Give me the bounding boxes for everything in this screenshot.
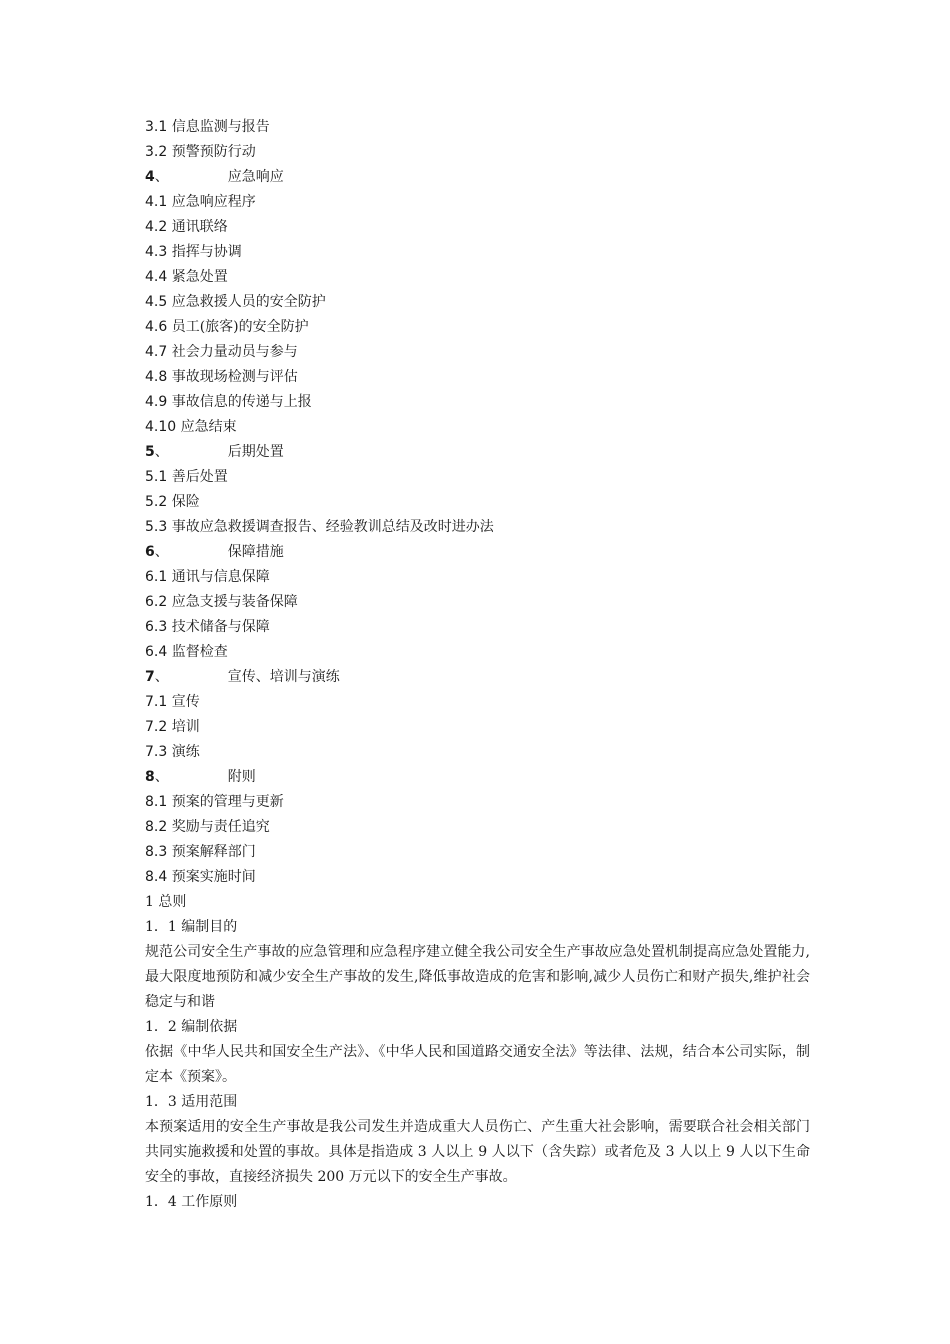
toc-title: 通讯联络 xyxy=(171,219,228,235)
toc-title: 应急响应程序 xyxy=(171,194,256,210)
toc-title: 保险 xyxy=(171,494,200,510)
toc-number: 5.3 xyxy=(145,519,168,535)
toc-title: 监督检查 xyxy=(171,644,228,660)
toc-number: 5.2 xyxy=(145,494,168,510)
paragraph-scope: 本预案适用的安全生产事故是我公司发生并造成重大人员伤亡、产生重大社会影响，需要联合社会相关部门共同实施救援和处置的事故。具体是指造成 3 人以上 9 人以下（含失踪）或者危及 3 人以上 9 人以下生命安全的事故，直接经济损失 200 万元以下的安全生产事故。 xyxy=(145,1119,810,1185)
toc-title: 员工(旅客)的安全防护 xyxy=(171,319,309,335)
document-content xyxy=(145,115,810,1215)
toc-number: 4.8 xyxy=(145,369,168,385)
toc-title: 技术储备与保障 xyxy=(171,619,270,635)
toc-item xyxy=(145,615,810,640)
toc-separator: 、 xyxy=(154,169,169,185)
toc-title: 指挥与协调 xyxy=(171,244,242,260)
toc-section-heading xyxy=(145,765,810,790)
toc-title: 事故信息的传递与上报 xyxy=(171,394,312,410)
toc-number: 4.3 xyxy=(145,244,168,260)
toc-item xyxy=(145,490,810,515)
toc-number: 4.6 xyxy=(145,319,168,335)
section-heading-scope: 1．3 适用范围 xyxy=(145,1094,238,1110)
toc-item xyxy=(145,840,810,865)
toc-separator: 、 xyxy=(154,544,169,560)
toc-item xyxy=(145,365,810,390)
toc-item xyxy=(145,690,810,715)
toc-title: 预案的管理与更新 xyxy=(171,794,284,810)
toc-item xyxy=(145,315,810,340)
toc-title: 宣传 xyxy=(171,694,200,710)
toc-number: 6.3 xyxy=(145,619,168,635)
toc-number: 6 xyxy=(145,544,155,560)
toc-title: 宣传、培训与演练 xyxy=(227,669,340,685)
toc-item xyxy=(145,790,810,815)
section-heading-basis: 1．2 编制依据 xyxy=(145,1019,238,1035)
table-of-contents xyxy=(145,115,810,890)
toc-title: 信息监测与报告 xyxy=(171,119,270,135)
toc-title: 预警预防行动 xyxy=(171,144,256,160)
toc-section-heading xyxy=(145,540,810,565)
toc-title: 事故应急救援调查报告、经验教训总结及改时进办法 xyxy=(171,519,494,535)
toc-item xyxy=(145,640,810,665)
toc-item xyxy=(145,865,810,890)
toc-title: 培训 xyxy=(171,719,200,735)
toc-item xyxy=(145,715,810,740)
toc-number: 7.3 xyxy=(145,744,168,760)
toc-number: 4.7 xyxy=(145,344,168,360)
toc-number: 8.4 xyxy=(145,869,168,885)
toc-section-heading xyxy=(145,440,810,465)
toc-number: 5 xyxy=(145,444,155,460)
toc-title: 通讯与信息保障 xyxy=(171,569,270,585)
toc-item xyxy=(145,240,810,265)
toc-item xyxy=(145,215,810,240)
toc-number: 8.1 xyxy=(145,794,168,810)
toc-title: 应急救援人员的安全防护 xyxy=(171,294,326,310)
toc-number: 5.1 xyxy=(145,469,168,485)
toc-number: 7.1 xyxy=(145,694,168,710)
toc-separator: 、 xyxy=(154,444,169,460)
toc-title: 保障措施 xyxy=(227,544,284,560)
toc-item xyxy=(145,565,810,590)
toc-title: 奖励与责任追究 xyxy=(171,819,270,835)
toc-number: 4.9 xyxy=(145,394,168,410)
toc-title: 应急支援与装备保障 xyxy=(171,594,298,610)
toc-number: 6.1 xyxy=(145,569,168,585)
toc-number: 8.3 xyxy=(145,844,168,860)
toc-section-heading xyxy=(145,665,810,690)
toc-title: 预案实施时间 xyxy=(171,869,256,885)
toc-separator: 、 xyxy=(154,769,169,785)
paragraph-basis: 依据《中华人民共和国安全生产法》、《中华人民和国道路交通安全法》等法律、法规，结合本公司实际，制定本《预案》。 xyxy=(145,1044,810,1085)
toc-title: 应急结束 xyxy=(180,419,237,435)
toc-number: 4 xyxy=(145,169,155,185)
toc-number: 7.2 xyxy=(145,719,168,735)
toc-number: 3.2 xyxy=(145,144,168,160)
toc-number: 4.1 xyxy=(145,194,168,210)
toc-item xyxy=(145,190,810,215)
toc-item xyxy=(145,115,810,140)
toc-title: 事故现场检测与评估 xyxy=(171,369,298,385)
toc-section-heading xyxy=(145,165,810,190)
section-heading-principles: 1．4 工作原则 xyxy=(145,1194,238,1210)
toc-item xyxy=(145,415,810,440)
toc-number: 7 xyxy=(145,669,155,685)
toc-item xyxy=(145,515,810,540)
toc-title: 紧急处置 xyxy=(171,269,228,285)
toc-number: 6.4 xyxy=(145,644,168,660)
toc-title: 社会力量动员与参与 xyxy=(171,344,298,360)
toc-title: 预案解释部门 xyxy=(171,844,256,860)
toc-item xyxy=(145,140,810,165)
toc-number: 4.4 xyxy=(145,269,168,285)
toc-item xyxy=(145,340,810,365)
toc-title: 附则 xyxy=(227,769,256,785)
toc-item xyxy=(145,590,810,615)
toc-item xyxy=(145,815,810,840)
section-heading-purpose: 1．1 编制目的 xyxy=(145,919,238,935)
toc-item xyxy=(145,290,810,315)
toc-number: 4.2 xyxy=(145,219,168,235)
toc-number: 4.10 xyxy=(145,419,177,435)
toc-title: 后期处置 xyxy=(227,444,284,460)
toc-number: 8.2 xyxy=(145,819,168,835)
toc-number: 8 xyxy=(145,769,155,785)
toc-number: 3.1 xyxy=(145,119,168,135)
toc-item xyxy=(145,265,810,290)
chapter-heading: 1 总则 xyxy=(145,894,187,910)
toc-number: 6.2 xyxy=(145,594,168,610)
toc-title: 演练 xyxy=(171,744,200,760)
toc-item xyxy=(145,465,810,490)
toc-title: 应急响应 xyxy=(227,169,284,185)
toc-item xyxy=(145,740,810,765)
toc-separator: 、 xyxy=(154,669,169,685)
paragraph-purpose: 规范公司安全生产事故的应急管理和应急程序建立健全我公司安全生产事故应急处置机制提高应急处置能力,最大限度地预防和减少安全生产事故的发生,降低事故造成的危害和影响,减少人员伤亡和财产损失,维护社会稳定与和谐 xyxy=(145,944,810,1010)
toc-title: 善后处置 xyxy=(171,469,228,485)
toc-number: 4.5 xyxy=(145,294,168,310)
toc-item xyxy=(145,390,810,415)
